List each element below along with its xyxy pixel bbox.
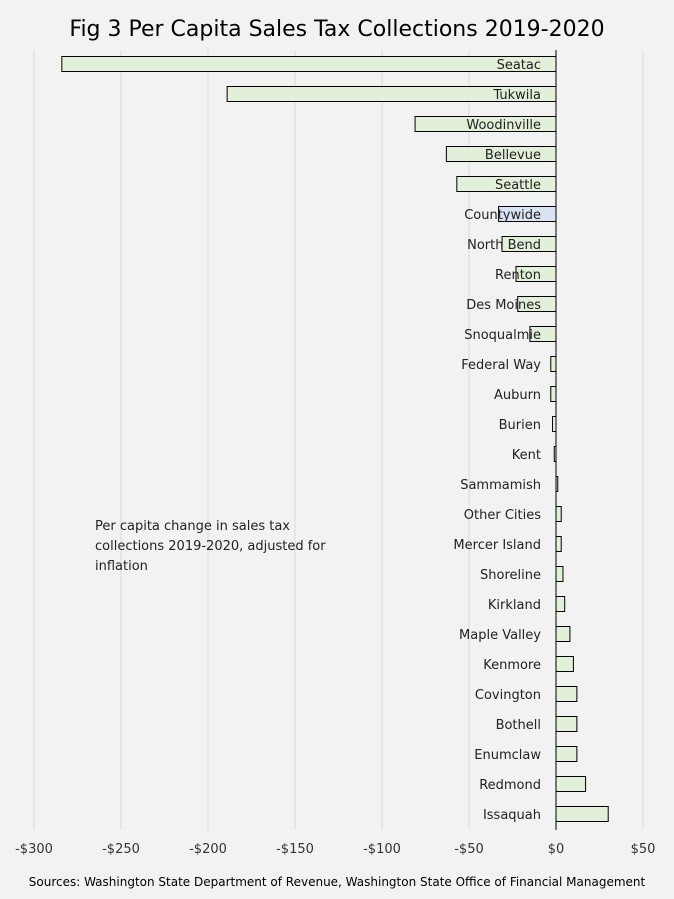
- bar: [556, 597, 565, 612]
- category-label: Shoreline: [480, 568, 541, 583]
- x-tick-label: -$250: [102, 842, 140, 857]
- category-label: Maple Valley: [459, 628, 541, 643]
- category-label: Bothell: [495, 718, 541, 733]
- x-tick-label: -$50: [454, 842, 484, 857]
- category-label: Issaquah: [482, 808, 541, 823]
- x-tick-label: $0: [547, 842, 565, 857]
- category-label: Renton: [495, 268, 541, 283]
- x-tick-label: -$300: [15, 842, 53, 857]
- category-label: Kirkland: [487, 598, 541, 613]
- bar: [556, 777, 586, 792]
- x-tick-label: -$100: [363, 842, 401, 857]
- category-label: Auburn: [494, 388, 541, 403]
- bar: [556, 627, 570, 642]
- x-tick-label: $50: [630, 842, 656, 857]
- category-label: Bellevue: [484, 148, 541, 163]
- category-label: Burien: [498, 418, 541, 433]
- category-label: Sammamish: [460, 478, 541, 493]
- category-label: Other Cities: [463, 508, 541, 523]
- category-label: Seattle: [494, 178, 541, 193]
- bar: [556, 567, 563, 582]
- bar: [556, 717, 577, 732]
- category-label: Kenmore: [483, 658, 541, 673]
- bar: [556, 807, 608, 822]
- x-tick-label: -$200: [189, 842, 227, 857]
- category-label: Covington: [474, 688, 541, 703]
- bar: [556, 687, 577, 702]
- category-label: Federal Way: [461, 358, 541, 373]
- category-label: Tukwila: [493, 88, 541, 103]
- source-note: Sources: Washington State Department of Revenue, Washington State Office of Financial Management: [28, 875, 646, 889]
- category-label: Redmond: [479, 778, 541, 793]
- bar: [556, 657, 573, 672]
- category-label: Snoqualmie: [464, 328, 541, 343]
- category-label: Enumclaw: [474, 748, 541, 763]
- chart-title: Fig 3 Per Capita Sales Tax Collections 2019-2020: [69, 17, 605, 42]
- category-label: North Bend: [467, 238, 541, 253]
- x-tick-label: -$150: [276, 842, 314, 857]
- bar: [556, 537, 561, 552]
- bar: [556, 747, 577, 762]
- category-label: Countywide: [464, 208, 541, 223]
- bar: [553, 417, 556, 432]
- bar: [556, 507, 561, 522]
- category-label: Seatac: [496, 58, 541, 73]
- category-label: Des Moines: [466, 298, 541, 313]
- category-label: Woodinville: [466, 118, 541, 133]
- bar: [62, 57, 556, 72]
- category-label: Mercer Island: [453, 538, 541, 553]
- chart-annotation: Per capita change in sales tax collections 2019-2020, adjusted for inflation: [95, 519, 326, 574]
- bar: [551, 387, 556, 402]
- bar: [551, 357, 556, 372]
- category-label: Kent: [511, 448, 541, 463]
